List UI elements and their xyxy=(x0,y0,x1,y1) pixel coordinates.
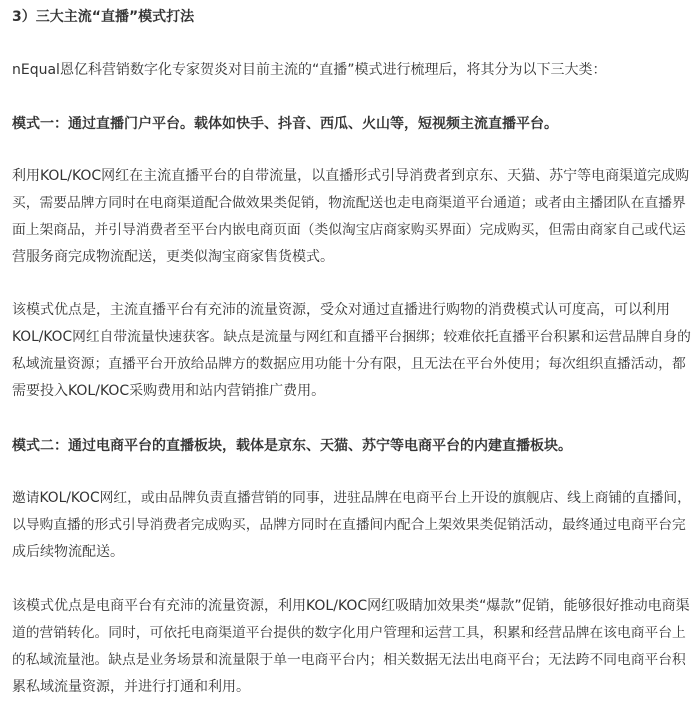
mode2-description-line-3: 成后续物流配送。 xyxy=(12,544,124,560)
mode2-description-line-2: 以导购直播的形式引导消费者完成购买，品牌方同时在直播间内配合上架效果类促销活动，最终通过电商平台完 xyxy=(12,517,686,533)
mode2-analysis-line-1: 该模式优点是电商平台有充沛的流量资源，利用KOL/KOC网红吸睛加效果类“爆款”促销，能够很好推动电商渠 xyxy=(12,598,690,614)
mode1-description-line-4: 营服务商完成物流配送，更类似淘宝商家售货模式。 xyxy=(12,249,334,265)
mode2-analysis-line-3: 的私域流量池。缺点是业务场景和流量限于单一电商平台内；相关数据无法出电商平台；无法跨不同电商平台积 xyxy=(12,652,686,668)
mode2-analysis-line-2: 道的营销转化。同时，可依托电商渠道平台提供的数字化用户管理和运营工具，积累和经营品牌在该电商平台上 xyxy=(12,625,686,641)
mode1-description-line-3: 面上架商品，并引导消费者至平台内嵌电商页面（类似淘宝店商家购买界面）完成购买，但需由商家自己或代运 xyxy=(12,222,686,238)
mode2-description-line-1: 邀请KOL/KOC网红，或由品牌负责直播营销的同事，进驻品牌在电商平台上开设的旗舰店、线上商铺的直播间， xyxy=(12,490,691,506)
section-heading: 3）三大主流“直播”模式打法 xyxy=(12,9,195,25)
mode1-description-line-1: 利用KOL/KOC网红在主流直播平台的自带流量，以直播形式引导消费者到京东、天猫、苏宁等电商渠道完成购 xyxy=(12,168,690,184)
mode2-title: 模式二：通过电商平台的直播板块，载体是京东、天猫、苏宁等电商平台的内建直播板块。 xyxy=(12,438,572,454)
mode1-analysis-line-2: KOL/KOC网红自带流量快速获客。缺点是流量与网红和直播平台捆绑；较难依托直播平台积累和运营品牌自身的 xyxy=(12,329,691,345)
mode1-analysis-line-4: 需要投入KOL/KOC采购费用和站内营销推广费用。 xyxy=(12,383,326,399)
mode1-description-line-2: 买，需要品牌方同时在电商渠道配合做效果类促销，物流配送也走电商渠道平台通道；或者由主播团队在直播界 xyxy=(12,195,686,211)
intro-paragraph: nEqual恩亿科营销数字化专家贺炎对目前主流的“直播”模式进行梳理后，将其分为以下三大类： xyxy=(12,62,607,78)
mode1-analysis-line-1: 该模式优点是，主流直播平台有充沛的流量资源，受众对通过直播进行购物的消费模式认可度高，可以利用 xyxy=(12,302,670,318)
mode2-analysis-line-4: 累私域流量资源，并进行打通和利用。 xyxy=(12,679,250,695)
mode1-analysis-line-3: 私域流量资源；直播平台开放给品牌方的数据应用功能十分有限，且无法在平台外使用；每次组织直播活动，都 xyxy=(12,356,686,372)
mode1-title: 模式一：通过直播门户平台。载体如快手、抖音、西瓜、火山等，短视频主流直播平台。 xyxy=(12,116,558,132)
